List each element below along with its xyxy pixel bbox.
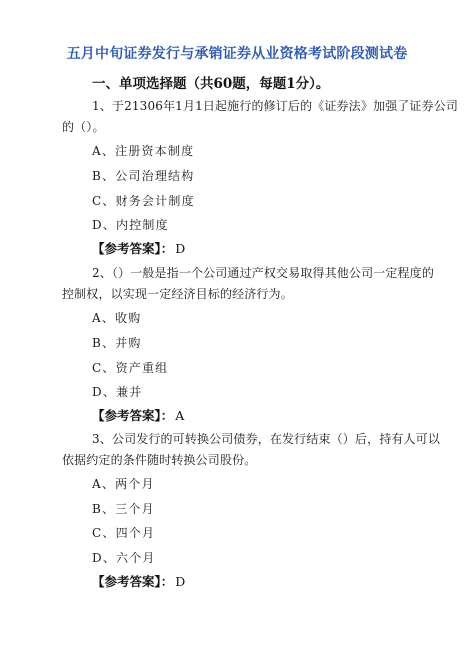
question-1-text-line-2: 的（）。 [62,120,105,134]
answer-value: D [175,574,186,589]
question-2-text-line-2: 控制权，以实现一定经济目标的经济行为。 [62,287,293,301]
question-2-option-b: B、并购 [92,336,142,350]
question-1-answer [92,239,185,257]
answer-value: D [175,241,186,256]
answer-value: A [175,408,185,423]
question-1-option-d: D、内控制度 [92,218,169,232]
section-heading: 一、单项选择题（共60题，每题1分）。 [92,76,330,92]
question-2-text-line-1: 2、（）一般是指一个公司通过产权交易取得其他公司一定程度的 [92,266,434,280]
question-1-option-a: A、注册资本制度 [92,144,195,158]
question-1-option-b: B、公司治理结构 [92,169,195,183]
question-1-option-c: C、财务会计制度 [92,194,195,208]
question-2-option-c: C、资产重组 [92,361,169,375]
answer-label: 【参考答案】： [92,241,174,256]
question-3-option-d: D、六个月 [92,551,156,565]
question-2-option-a: A、收购 [92,311,142,325]
answer-label: 【参考答案】： [92,408,174,423]
document-title: 五月中旬证券发行与承销证券从业资格考试阶段测试卷 [66,46,408,62]
question-3-answer [92,572,185,590]
question-3-option-a: A、两个月 [92,477,155,491]
question-2-answer [92,406,184,424]
question-3-text-line-1: 3、公司发行的可转换公司债券，在发行结束（）后，持有人可以 [92,432,440,446]
question-1-text-line-1: 1、于21306年1月1日起施行的修订后的《证券法》加强了证券公司 [92,99,459,113]
question-3-option-c: C、四个月 [92,526,156,540]
answer-label: 【参考答案】： [92,574,174,589]
question-3-text-line-2: 依据约定的条件随时转换公司股份。 [62,453,257,467]
question-3-option-b: B、三个月 [92,502,155,516]
question-2-option-d: D、兼并 [92,385,143,399]
